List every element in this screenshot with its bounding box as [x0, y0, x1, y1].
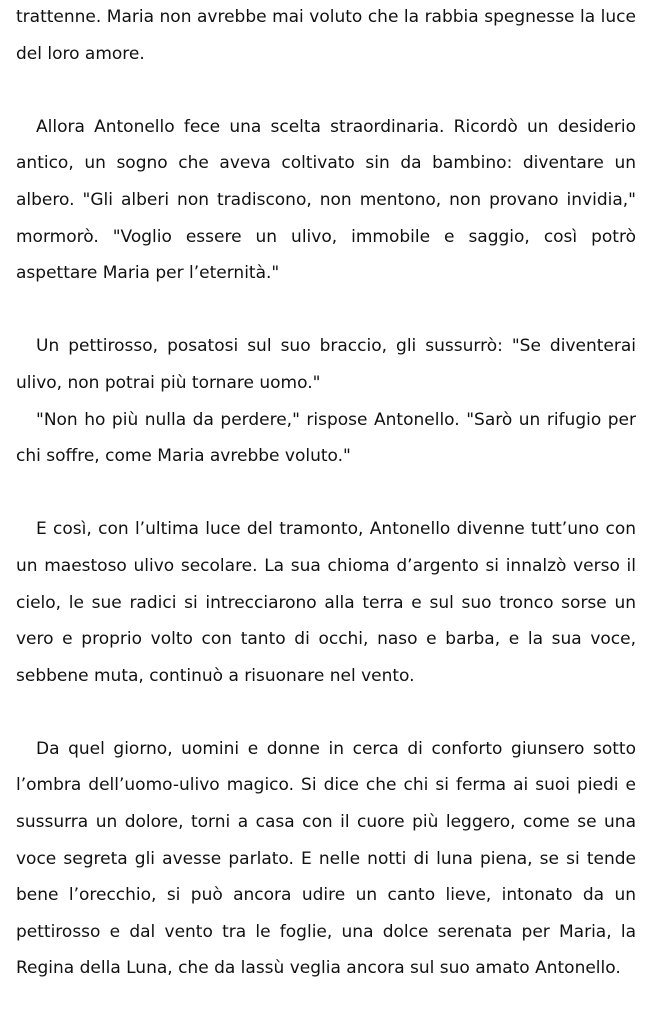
paragraph-gap [16, 72, 636, 109]
paragraph-robin-warning: Un pettirosso, posatosi sul suo braccio, gli sussurrò: "Se diventerai ulivo, non potrai più tornare uomo." [16, 336, 636, 393]
paragraph-transformation: E così, con l’ultima luce del tramonto, Antonello divenne tutt’uno con un maestoso ulivo secolare. La sua chioma d’argento si innalzò verso il cielo, le sue radici si intrecciarono alla terra e sul suo tronco sorse un vero e proprio volto con tanto di occhi, naso e barba, e la sua voce, sebbene muta, continuò a risuonare nel vento. [16, 519, 636, 686]
paragraph-antonello-choice: Allora Antonello fece una scelta straordinaria. Ricordò un desiderio antico, un sogno che aveva coltivato sin da bambino: diventare un albero. "Gli alberi non tradiscono, non mentono, non provano invidia," mormorò. "Voglio essere un ulivo, immobile e saggio, così potrò aspettare Maria per l’eternità." [16, 116, 636, 284]
paragraph-continuation: trattenne. Maria non avrebbe mai voluto che la rabbia spegnesse la luce del loro amore. [16, 7, 636, 64]
paragraph-gap [16, 694, 636, 731]
paragraph-ending: Da quel giorno, uomini e donne in cerca di conforto giunsero sotto l’ombra dell’uomo-ulivo magico. Si dice che chi si ferma ai suoi piedi e sussurra un dolore, torni a casa con il cuore più leggero, come se una voce segreta gli avesse parlato. E nelle notti di luna piena, se si tende bene l’orecchio, si può ancora udire un canto lieve, intonato da un pettirosso e dal vento tra le foglie, una dolce serenata per Maria, la Regina della Luna, che da lassù veglia ancora sul suo amato Antonello. [16, 738, 636, 979]
paragraph-gap [16, 475, 636, 512]
paragraph-gap [16, 292, 636, 329]
paragraph-antonello-reply: "Non ho più nulla da perdere," rispose Antonello. "Sarò un rifugio per chi soffre, come Maria avrebbe voluto." [16, 409, 636, 467]
